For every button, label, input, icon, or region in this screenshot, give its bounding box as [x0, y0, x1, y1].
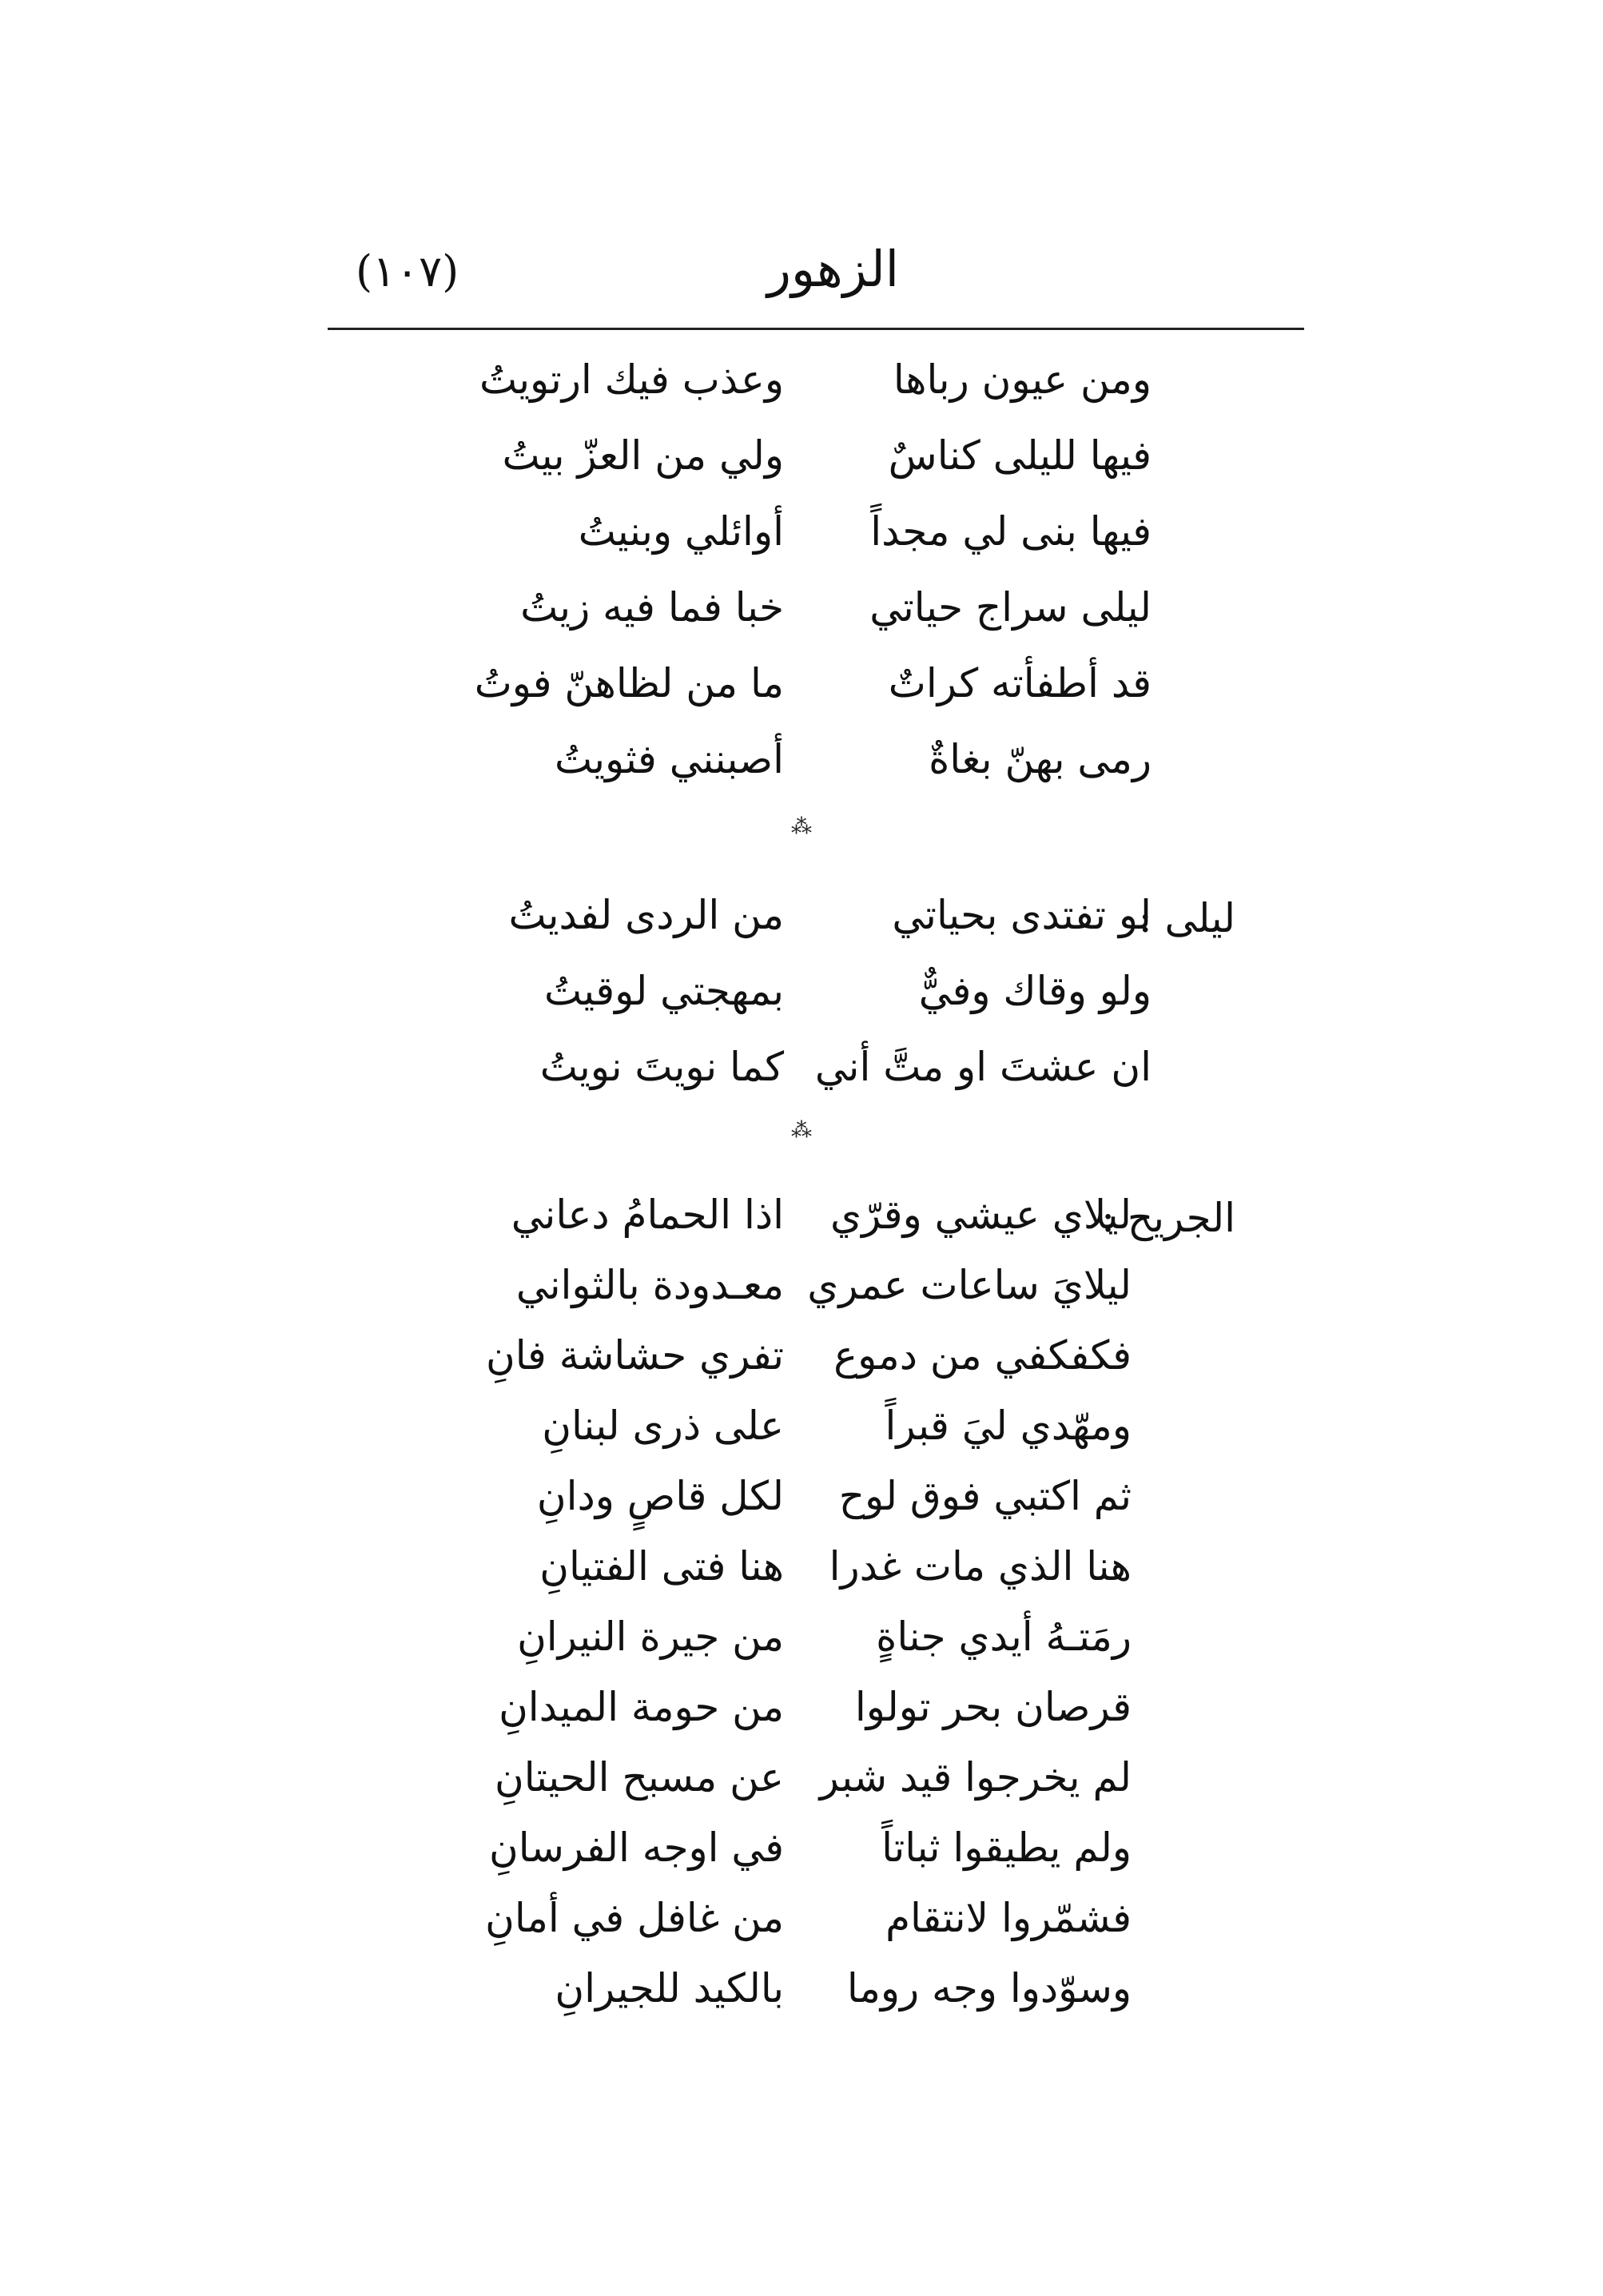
hemistich-first: فيها بنى لي مجداً: [870, 508, 1152, 555]
speaker-label-layla: ليلى :: [1138, 895, 1235, 941]
hemistich-second: ما من لظاهنّ فوتُ: [474, 660, 784, 706]
asterism-separator: ⁂: [791, 815, 813, 839]
hemistich-first: ومن عيون رباها: [893, 356, 1152, 403]
hemistich-second: خبا فما فيه زيتُ: [520, 584, 784, 631]
hemistich-second: أوائلي وبنيتُ: [578, 508, 784, 555]
stanza-2: [432, 892, 1152, 1103]
page-header: [320, 240, 1295, 328]
hemistich-first: لو تفتدى بحياتي: [892, 892, 1152, 938]
hemistich-first: فيها لليلى كناسٌ: [888, 432, 1152, 479]
hemistich-first: فشمّروا لانتقام: [885, 1895, 1132, 1941]
verse-line: [432, 432, 1152, 483]
verse-line: [432, 1332, 1132, 1383]
hemistich-first: ليلاي عيشي وقرّي: [829, 1192, 1132, 1238]
hemistich-first: ومهّدي ليَ قبراً: [885, 1403, 1132, 1449]
stanza-1: [432, 356, 1152, 807]
verse-line: [432, 1684, 1132, 1735]
verse-line: [432, 1614, 1132, 1665]
hemistich-first: رمى بهنّ بغاةٌ: [929, 736, 1152, 782]
hemistich-second: كما نويتَ نويتُ: [539, 1044, 784, 1090]
hemistich-first: ثم اكتبي فوق لوح: [838, 1473, 1132, 1519]
hemistich-first: ان عشتَ او متَّ أني: [814, 1044, 1152, 1090]
verse-line: [432, 584, 1152, 635]
hemistich-first: ليلايَ ساعات عمري: [807, 1262, 1132, 1308]
verse-line: [432, 1192, 1132, 1243]
hemistich-second: من الردى لفديتُ: [508, 892, 784, 938]
hemistich-second: من غافل في أمانِ: [485, 1895, 784, 1941]
hemistich-second: اذا الحمامُ دعاني: [511, 1192, 784, 1238]
hemistich-first: قرصان بحر تولوا: [854, 1684, 1132, 1730]
hemistich-second: هنا فتى الفتيانِ: [539, 1543, 784, 1590]
hemistich-second: أصبنني فثويتُ: [554, 736, 784, 782]
hemistich-first: ولو وقاك وفيٌّ: [918, 968, 1152, 1014]
verse-line: [432, 1824, 1132, 1876]
hemistich-second: من حومة الميدانِ: [499, 1684, 784, 1730]
hemistich-second: من جيرة النيرانِ: [517, 1614, 784, 1660]
hemistich-first: ولم يطيقوا ثباتاً: [881, 1824, 1132, 1871]
hemistich-first: هنا الذي مات غدرا: [829, 1543, 1132, 1590]
verse-line: [432, 660, 1152, 711]
hemistich-second: بمهجتي لوقيتُ: [544, 968, 784, 1014]
hemistich-second: معـدودة بالثواني: [515, 1262, 784, 1308]
verse-line: [432, 1262, 1132, 1313]
verse-line: [432, 1895, 1132, 1946]
hemistich-second: عن مسبح الحيتانِ: [495, 1754, 784, 1801]
hemistich-second: ولي من العزّ بيتُ: [502, 432, 784, 479]
hemistich-second: بالكيد للجيرانِ: [555, 1965, 784, 2011]
verse-line: [432, 892, 1152, 943]
speaker-label-wounded: الجريح :: [1101, 1195, 1235, 1241]
stanza-3: [432, 1192, 1132, 2042]
verse-line: [432, 1543, 1132, 1594]
verse-line: [432, 1403, 1132, 1454]
hemistich-second: وعذب فيك ارتويتُ: [479, 356, 784, 403]
hemistich-first: لم يخرجوا قيد شبر: [819, 1754, 1132, 1801]
verse-line: [432, 1044, 1152, 1095]
hemistich-second: لكل قاصٍ ودانِ: [536, 1473, 784, 1519]
verse-line: [432, 1754, 1132, 1805]
verse-line: [432, 1965, 1132, 2016]
hemistich-first: وسوّدوا وجه روما: [846, 1965, 1132, 2011]
header-rule: [328, 328, 1304, 330]
verse-line: [432, 508, 1152, 559]
hemistich-first: قد أطفأته كراتٌ: [888, 660, 1152, 706]
hemistich-second: تفري حشاشة فانِ: [485, 1332, 784, 1379]
asterism-separator: ⁂: [791, 1119, 813, 1143]
running-title: الزهور: [767, 240, 899, 298]
verse-line: [432, 1473, 1132, 1524]
hemistich-second: في اوجه الفرسانِ: [489, 1824, 784, 1871]
hemistich-first: ليلى سراج حياتي: [869, 584, 1152, 631]
verse-line: [432, 356, 1152, 408]
verse-line: [432, 968, 1152, 1019]
hemistich-first: رمَتـهُ أيدي جناةٍ: [876, 1614, 1132, 1660]
hemistich-second: على ذرى لبنانِ: [542, 1403, 784, 1449]
hemistich-first: فكفكفي من دموع: [833, 1332, 1132, 1379]
verse-line: [432, 736, 1152, 787]
page-number: (١٠٧): [356, 246, 459, 296]
